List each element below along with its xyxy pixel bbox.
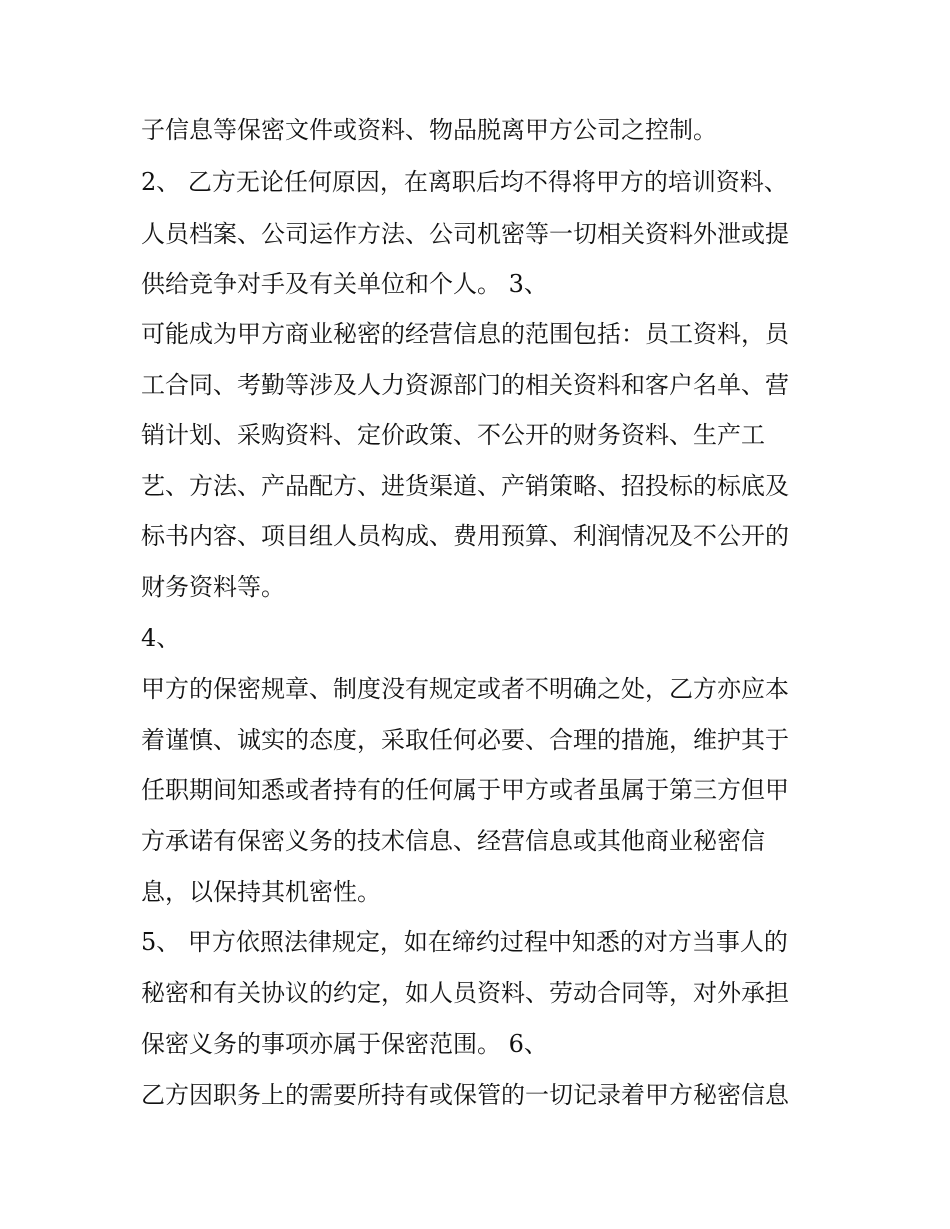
text-line: 标书内容、项目组人员构成、费用预算、利润情况及不公开的 [141,522,789,550]
text-line: 艺、方法、产品配方、进货渠道、产销策略、招投标的标底及 [141,472,789,500]
text-line: 方承诺有保密义务的技术信息、经营信息或其他商业秘密信 [141,827,765,855]
text-line: 供给竞争对手及有关单位和个人。 3、 [141,270,548,298]
text-line: 任职期间知悉或者持有的任何属于甲方或者虽属于第三方但甲 [141,776,789,804]
text-line: 销计划、采购资料、定价政策、不公开的财务资料、生产工 [141,421,765,449]
text-line: 5、 甲方依照法律规定，如在缔约过程中知悉的对方当事人的 [141,928,788,956]
text-line: 2、 乙方无论任何原因，在离职后均不得将甲方的培训资料、 [141,168,788,196]
text-line: 可能成为甲方商业秘密的经营信息的范围包括：员工资料，员 [141,320,789,348]
text-line: 人员档案、公司运作方法、公司机密等一切相关资料外泄或提 [141,220,789,248]
text-line: 子信息等保密文件或资料、物品脱离甲方公司之控制。 [141,116,717,144]
text-line: 着谨慎、诚实的态度，采取任何必要、合理的措施，维护其于 [141,726,789,754]
text-line: 保密义务的事项亦属于保密范围。 6、 [141,1030,548,1058]
text-line: 4、 [141,624,181,652]
text-line: 乙方因职务上的需要所持有或保管的一切记录着甲方秘密信息 [141,1081,789,1109]
text-line: 甲方的保密规章、制度没有规定或者不明确之处，乙方亦应本 [141,675,789,703]
text-line: 财务资料等。 [141,573,285,601]
text-line: 息，以保持其机密性。 [141,878,381,906]
text-line: 工合同、考勤等涉及人力资源部门的相关资料和客户名单、营 [141,371,789,399]
text-line: 秘密和有关协议的约定，如人员资料、劳动合同等，对外承担 [141,979,789,1007]
